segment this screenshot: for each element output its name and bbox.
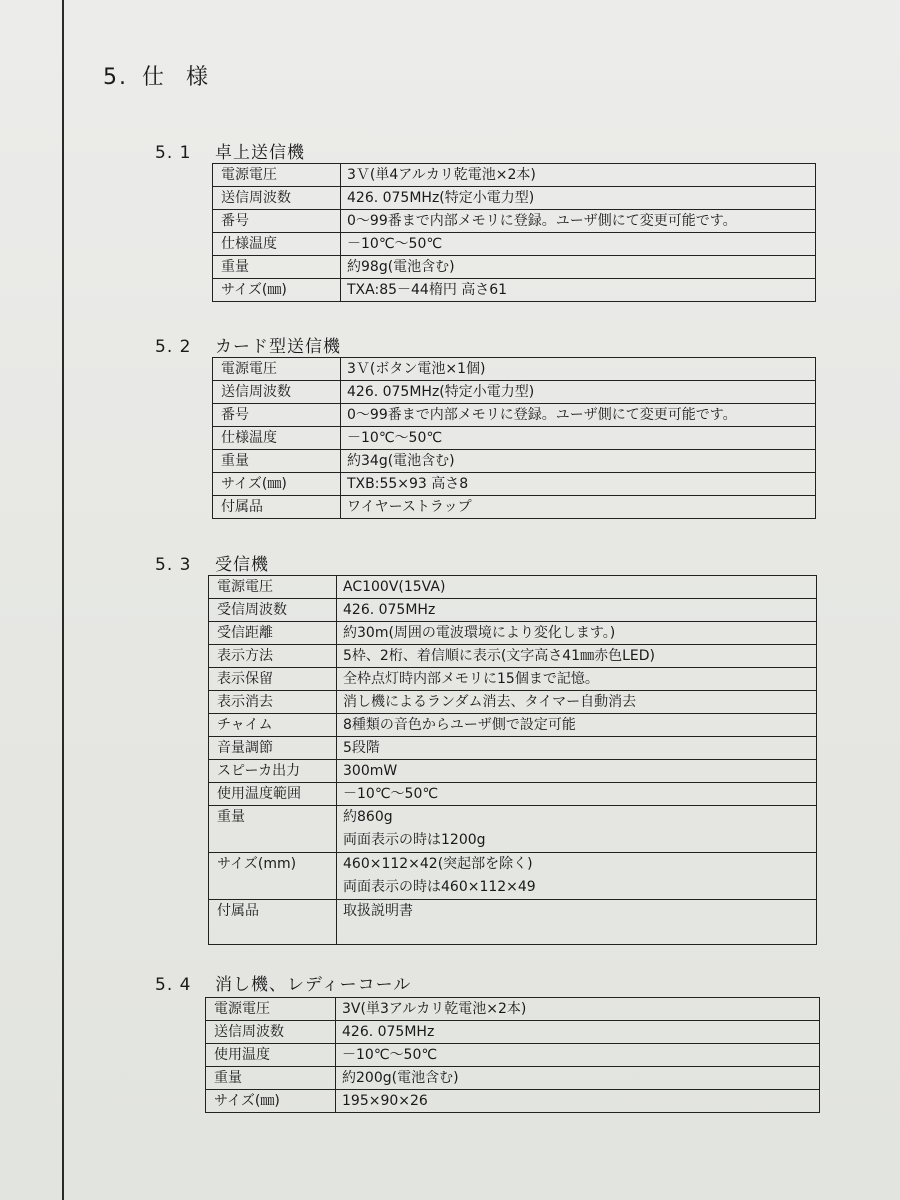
row-value: －10℃～50℃ xyxy=(341,233,816,256)
table-row xyxy=(213,358,816,381)
row-value: －10℃～50℃ xyxy=(337,783,817,806)
row-value: 取扱説明書 xyxy=(337,900,817,945)
row-label: 仕様温度 xyxy=(213,233,341,256)
table-row xyxy=(213,473,816,496)
row-label: スピーカ出力 xyxy=(209,760,337,783)
row-value: 約34g(電池含む) xyxy=(341,450,816,473)
table-row xyxy=(209,760,817,783)
table-row xyxy=(209,599,817,622)
table-row xyxy=(213,210,816,233)
row-value: ワイヤーストラップ xyxy=(341,496,816,519)
row-label: 付属品 xyxy=(209,900,337,945)
row-value: 426. 075MHz(特定小電力型) xyxy=(341,381,816,404)
table-row xyxy=(209,806,817,853)
row-label: 重量 xyxy=(209,806,337,853)
row-label: 受信距離 xyxy=(209,622,337,645)
table-row xyxy=(213,496,816,519)
row-value: 約98g(電池含む) xyxy=(341,256,816,279)
row-value: 195×90×26 xyxy=(336,1090,820,1113)
row-label: 表示保留 xyxy=(209,668,337,691)
row-value: 全枠点灯時内部メモリに15個まで記憶。 xyxy=(337,668,817,691)
row-value: 3Ｖ(ボタン電池×1個) xyxy=(341,358,816,381)
table-row xyxy=(213,233,816,256)
row-label: 重量 xyxy=(213,256,341,279)
row-value: 約200g(電池含む) xyxy=(336,1067,820,1090)
row-label: 電源電圧 xyxy=(213,164,341,187)
table-row xyxy=(209,622,817,645)
row-value: 0～99番まで内部メモリに登録。ユーザ側にて変更可能です。 xyxy=(341,210,816,233)
row-label: サイズ(mm) xyxy=(209,853,337,900)
row-value: 5段階 xyxy=(337,737,817,760)
row-value: AC100V(15VA) xyxy=(337,576,817,599)
row-label: サイズ(㎜) xyxy=(213,473,341,496)
section-title: 消し機、レディーコール xyxy=(215,975,412,995)
table-row xyxy=(213,187,816,210)
row-label: 電源電圧 xyxy=(213,358,341,381)
row-label: 送信周波数 xyxy=(206,1021,336,1044)
table-row xyxy=(206,1021,820,1044)
page-title-word2: 様 xyxy=(186,65,211,90)
row-value: 8種類の音色からユーザ側で設定可能 xyxy=(337,714,817,737)
row-value: 426. 075MHz xyxy=(336,1021,820,1044)
table-row xyxy=(213,404,816,427)
table-row xyxy=(209,900,817,945)
row-value: 3Ｖ(単4アルカリ乾電池×2本) xyxy=(341,164,816,187)
row-value xyxy=(337,806,817,853)
section-number: 5. 2 xyxy=(155,337,192,357)
section-title: 卓上送信機 xyxy=(215,143,305,163)
section-heading-5-1 xyxy=(155,138,305,163)
row-value: 0～99番まで内部メモリに登録。ユーザ側にて変更可能です。 xyxy=(341,404,816,427)
row-value-line: 約860g xyxy=(343,809,393,825)
spec-table-desk-transmitter xyxy=(212,163,816,302)
row-label: 送信周波数 xyxy=(213,381,341,404)
row-label: 電源電圧 xyxy=(206,998,336,1021)
row-label: 重量 xyxy=(206,1067,336,1090)
row-label: 使用温度 xyxy=(206,1044,336,1067)
row-value: TXB:55×93 高さ8 xyxy=(341,473,816,496)
row-label: 表示消去 xyxy=(209,691,337,714)
row-label: 送信周波数 xyxy=(213,187,341,210)
table-row xyxy=(209,853,817,900)
row-value: 5枠、2桁、着信順に表示(文字高さ41㎜赤色LED) xyxy=(337,645,817,668)
row-value: 消し機によるランダム消去、タイマー自動消去 xyxy=(337,691,817,714)
section-title: 受信機 xyxy=(215,555,269,575)
table-row xyxy=(206,1044,820,1067)
row-value: －10℃～50℃ xyxy=(341,427,816,450)
table-row xyxy=(213,427,816,450)
table-row xyxy=(209,714,817,737)
row-value: 426. 075MHz xyxy=(337,599,817,622)
table-row xyxy=(209,691,817,714)
table-row xyxy=(206,998,820,1021)
section-number: 5. 1 xyxy=(155,143,192,163)
row-label: 仕様温度 xyxy=(213,427,341,450)
page-title xyxy=(103,60,210,91)
row-label: 重量 xyxy=(213,450,341,473)
spec-table-card-transmitter xyxy=(212,357,816,519)
section-number: 5. 3 xyxy=(155,555,192,575)
section-heading-5-3 xyxy=(155,550,269,575)
table-row xyxy=(209,668,817,691)
section-heading-5-2 xyxy=(155,332,341,357)
section-heading-5-4 xyxy=(155,970,411,995)
row-value: 3V(単3アルカリ乾電池×2本) xyxy=(336,998,820,1021)
table-row xyxy=(209,576,817,599)
table-row xyxy=(213,256,816,279)
row-label: サイズ(㎜) xyxy=(206,1090,336,1113)
section-number: 5. 4 xyxy=(155,975,192,995)
section-title: カード型送信機 xyxy=(215,337,341,357)
row-label: 付属品 xyxy=(213,496,341,519)
page-title-word1: 仕 xyxy=(142,65,167,90)
table-row xyxy=(213,279,816,302)
row-label: 表示方法 xyxy=(209,645,337,668)
table-row xyxy=(213,381,816,404)
page-title-number: 5. xyxy=(103,65,128,90)
row-value: 約30m(周囲の電波環境により変化します。) xyxy=(337,622,817,645)
row-label: 電源電圧 xyxy=(209,576,337,599)
binder-margin-line xyxy=(62,0,64,1200)
row-value: 300mW xyxy=(337,760,817,783)
row-value-line: 460×112×42(突起部を除く) xyxy=(343,856,533,872)
row-value xyxy=(337,853,817,900)
table-row xyxy=(209,645,817,668)
row-value: －10℃～50℃ xyxy=(336,1044,820,1067)
row-label: 番号 xyxy=(213,210,341,233)
row-value: TXA:85－44楕円 高さ61 xyxy=(341,279,816,302)
table-row xyxy=(206,1067,820,1090)
spec-table-receiver xyxy=(208,575,817,945)
table-row xyxy=(209,737,817,760)
row-label: 受信周波数 xyxy=(209,599,337,622)
table-row xyxy=(213,450,816,473)
row-label: 音量調節 xyxy=(209,737,337,760)
row-value-line: 両面表示の時は460×112×49 xyxy=(343,879,536,895)
row-value: 426. 075MHz(特定小電力型) xyxy=(341,187,816,210)
row-value-line: 両面表示の時は1200g xyxy=(343,832,486,848)
row-label: チャイム xyxy=(209,714,337,737)
spec-table-eraser-ready-call xyxy=(205,997,820,1113)
table-row xyxy=(209,783,817,806)
row-label: 使用温度範囲 xyxy=(209,783,337,806)
table-row xyxy=(206,1090,820,1113)
table-row xyxy=(213,164,816,187)
row-label: サイズ(㎜) xyxy=(213,279,341,302)
row-label: 番号 xyxy=(213,404,341,427)
